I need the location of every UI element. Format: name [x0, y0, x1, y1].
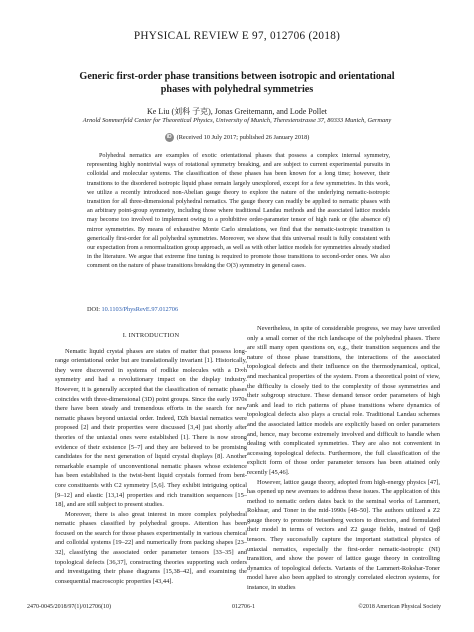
footer-issn: 2470-0045/2018/97(1)/012706(10)	[27, 604, 111, 610]
paragraph: Nevertheless, in spite of considerable progress, we may have unveiled only a small corner of the rich landscape of the polyhedral phases. There are still many open questions on, e.g., their transition sequences and the nature of those phase transitions, the interactions of the associated topological defects and their influence on the thermodynamical, optical, and mechanical properties of the system. From a theoretical point of view, the difficulty is closely tied to the complexity of those symmetries and their subgroup structure. These demand tensor order parameters of high rank and lead to rich patterns of phase transitions where dynamics of topological defects also plays a crucial role. Traditional Landau schemes and the associated lattice models are explicitly based on order parameters and, hence, may become extremely involved and difficult to handle when dealing with complicated symmetries. They are also not convenient in accessing topological defects. Furthermore, the full classification of the explicit form of those order parameter tensors has been attained only recently [45,46].	[247, 325, 440, 476]
author-list: Ke Liu (刘科 子克), Jonas Greitemann, and Lode Pollet	[147, 107, 327, 116]
abstract	[87, 152, 390, 272]
affiliation: Arnold Sommerfeld Center for Theoretical Physics, University of Munich, Theresienstrasse 37, 80333 Munich, Germany	[82, 117, 392, 124]
right-column	[247, 324, 440, 593]
footer-copyright: ©2018 American Physical Society	[358, 604, 441, 610]
paragraph: Nematic liquid crystal phases are states of matter that possess long-range orientational order but are translationally invariant [1]. Historically, they were discovered in systems of rodlike molecules with a D∞h symmetry and had a revolutionary impact on the display industry. However, it is generally accepted that the classification of nematic phases coincides with three-dimensional (3D) point groups. Since the early 1970s there have been steady and tremendous efforts in the search for new nematic phases beyond uniaxial order. Indeed, D2h biaxial nematics were proposed [2] and their properties were discussed [3,4] just shortly after theories of the uniaxial ones were established [1]. There is now strong evidence of their existence [5–7] and they are believed to be promising candidates for the next generation of liquid crystal displays [8]. Another remarkable example of unconventional nematic phases whose existence has been established is the twist-bent liquid crystals formed from bent-core constituents with C2 symmetry [5,6]. They exhibit intriguing optical [9–12] and elastic [13,14] properties and rich transition sequences [15–18], and are still subject to present studies.	[55, 347, 247, 509]
left-column	[55, 324, 247, 586]
running-header: PHYSICAL REVIEW E 97, 012706 (2018)	[133, 30, 341, 42]
doi-link[interactable]: 10.1103/PhysRevE.97.012706	[101, 306, 179, 313]
abstract-text: Polyhedral nematics are examples of exotic orientational phases that possess a complex internal symmetry, representing highly nontrivial ways of rotational symmetry breaking, and are subject to current experimental pursuits in colloidal and molecular systems. The classification of these phases has been known for a long time; however, their transitions to the disordered isotropic liquid phase remain largely unexplored, except for a few symmetries. In this work, we utilize a recently introduced non-Abelian gauge theory to explore the nature of the underlying nematic-isotropic transition for all three-dimensional polyhedral nematics. The gauge theory can readily be applied to nematic phases with an arbitrary point-group symmetry, including those where traditional Landau methods and the associated lattice models may become too involved to implement owing to a prohibitive order-parameter tensor of high rank or (the absence of) mirror symmetries. By means of exhaustive Monte Carlo simulations, we find that the nematic-isotropic transition is generically first-order for all polyhedral symmetries. Moreover, we show that this universal result is fully consistent with our expectation from a renormalization group approach, as well as with other lattice models for symmetries already studied in the literature. We argue that extreme fine tuning is required to promote those transitions to second-order ones. We also comment on the nature of phase transitions breaking the O(3) symmetry in general cases.	[87, 153, 390, 270]
footer-page-number: 012706-1	[232, 604, 255, 610]
dates-text: (Received 10 July 2017; published 26 January 2018)	[176, 133, 310, 141]
paragraph: However, lattice gauge theory, adopted from high-energy physics [47], has opened up new avenues to address these issues. The application of this method to nematic orders dates back to the seminal works of Lammert, Rokhsar, and Toner in the mid-1990s [48–50]. The authors utilized a Z2 gauge theory to promote Heisenberg vectors to directors, and formulated their model in terms of vectors and Z2 gauge fields, instead of Qαβ tensors. They successfully capture the important statistical physics of uniaxial nematics, especially the first-order nematic-isotropic (NI) transition, and show the power of lattice gauge theory in controlling dynamics of topological defects. Variants of the Lammert-Rokshar-Toner model have also been applied to strongly correlated electron systems, for instance, in studies	[247, 478, 440, 592]
paragraph: Moreover, there is also great interest in more complex polyhedral nematic phases classified by polyhedral groups. Attention has been focused on the search for those phases experimentally in various chemical and colloidal systems [19–22] and numerically from packing shapes [23–32], classifying the associated order parameter tensors [33–35] and topological defects [36,37], constructing theories supporting such orders and investigating their phase diagrams [15,38–42], and examining the consequential macroscopic properties [43,44].	[55, 510, 247, 585]
section-title: I. INTRODUCTION	[122, 332, 180, 339]
paper-title: Generic first-order phase transitions between isotropic and orientational phases with polyhedral symmetries	[79, 71, 395, 95]
doi-line	[87, 306, 390, 313]
doi-label: DOI:	[87, 306, 100, 313]
received-published-dates	[0, 133, 474, 142]
orcid-icon[interactable]: iD	[166, 134, 172, 140]
